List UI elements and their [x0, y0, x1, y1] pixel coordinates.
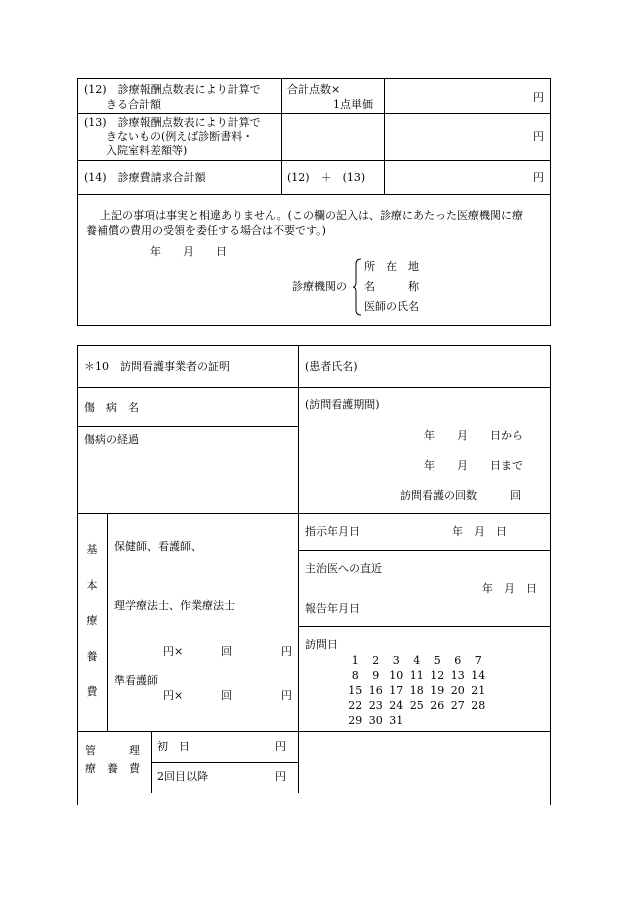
row12-calc-line1: 合計点数× [287, 83, 341, 96]
assistant-nurse-label: 準看護師 [114, 674, 158, 687]
period-to: 年 月 日まで [424, 459, 523, 472]
calendar-day: 15 [348, 684, 363, 697]
patient-name-label: (患者氏名) [305, 360, 358, 373]
calendar-day: 3 [392, 654, 400, 667]
mgmt-fee-label-line1: 管 理 [85, 744, 140, 757]
row14-yen: 円 [533, 171, 544, 184]
calendar-day: 9 [372, 669, 380, 682]
brace-icon [352, 258, 362, 316]
nursing-table [77, 345, 551, 805]
calendar-day: 16 [368, 684, 383, 697]
staff-line2: 理学療法士、作業療法士 [114, 599, 235, 612]
calendar-day: 25 [409, 699, 424, 712]
fee2-yen-times: 円× [163, 689, 184, 702]
first-day-label: 初 日 [157, 740, 190, 753]
certification-line2: 養補償の費用の受領を委任する場合は不要です。) [86, 224, 326, 237]
calendar-day: 18 [409, 684, 424, 697]
first-day-yen: 円 [275, 740, 286, 753]
visit-count: 訪問看護の回数 回 [400, 489, 521, 502]
calendar-day: 30 [368, 714, 383, 727]
institution-prefix: 診療機関の [292, 280, 347, 293]
calendar-day: 29 [348, 714, 363, 727]
calendar-day: 1 [351, 654, 359, 667]
calendar-day: 14 [471, 669, 486, 682]
fee1-times: 回 [221, 645, 232, 658]
row-divider [298, 626, 551, 627]
row-divider [77, 387, 551, 388]
row-divider [77, 426, 298, 427]
second-onward-label: 2回目以降 [157, 770, 208, 783]
row13-yen: 円 [533, 130, 544, 143]
basic-fee-char: 本 [86, 579, 98, 592]
calendar-week [345, 684, 489, 697]
period-label: (訪問看護期間) [305, 398, 380, 411]
doctor-name-label: 医師の氏名 [364, 300, 419, 313]
row12-yen: 円 [533, 91, 544, 104]
fee2-times: 回 [221, 689, 232, 702]
calendar-day: 10 [389, 669, 404, 682]
certification-line1: 上記の事項は事実と相違ありません。(この欄の記入は、診療にあたった医療機関に療 [100, 209, 523, 222]
row-divider [77, 731, 551, 732]
calendar-day: 8 [351, 669, 359, 682]
calendar-day: 31 [389, 714, 404, 727]
disease-name-label: 傷 病 名 [84, 401, 139, 414]
row12-label-line2: きる合計額 [106, 98, 161, 111]
claim-table-divider-2 [384, 78, 385, 194]
calendar-day: 22 [348, 699, 363, 712]
instruction-date-label: 指示年月日 [305, 525, 360, 538]
row12-calc-line2: 1点単価 [333, 98, 373, 111]
calendar-day: 4 [413, 654, 421, 667]
row14-label: (14) 診療費請求合計額 [84, 171, 206, 184]
claim-table-divider-1 [281, 78, 282, 194]
basic-fee-char: 費 [86, 685, 98, 698]
calendar-day: 17 [389, 684, 404, 697]
calendar-day: 2 [372, 654, 380, 667]
institution-name-label: 名 称 [364, 280, 419, 293]
calendar-day: 19 [430, 684, 445, 697]
row13-label-line3: 入院室料差額等) [106, 144, 188, 157]
report-to-doctor-label: 主治医への直近 [305, 562, 382, 575]
row-divider [77, 513, 551, 514]
row13-label-line2: きないもの(例えば診断書料・ [106, 130, 254, 143]
period-from: 年 月 日から [424, 429, 523, 442]
calendar-day: 12 [430, 669, 445, 682]
calendar-day: 26 [430, 699, 445, 712]
calendar-day: 11 [409, 669, 424, 682]
basic-fee-char: 養 [86, 650, 98, 663]
basic-fee-char: 療 [86, 614, 98, 627]
fee1-yen-times: 円× [163, 645, 184, 658]
calendar-week [345, 714, 407, 727]
calendar-day: 21 [471, 684, 486, 697]
row13-label-line1: (13) 診療報酬点数表により計算で [84, 116, 261, 129]
calendar-week [345, 669, 489, 682]
calendar-day: 13 [450, 669, 465, 682]
report-date-label: 報告年月日 [305, 602, 360, 615]
second-onward-yen: 円 [275, 770, 286, 783]
instruction-date: 年 月 日 [452, 525, 507, 538]
certification-date: 年 月 日 [150, 245, 227, 258]
basic-fee-char: 基 [86, 543, 98, 556]
calendar-day: 7 [474, 654, 482, 667]
calendar-day: 5 [433, 654, 441, 667]
row-divider [298, 550, 551, 551]
calendar-day: 27 [450, 699, 465, 712]
row-divider [151, 762, 298, 763]
address-label: 所 在 地 [364, 260, 419, 273]
mgmt-fee-label-line2: 療 養 費 [85, 762, 140, 775]
nursing-title: ＊10 訪問看護事業者の証明 [84, 360, 230, 373]
staff-line1: 保健師、看護師、 [114, 540, 202, 553]
report-to-doctor-date: 年 月 日 [482, 582, 537, 595]
calendar-day: 6 [454, 654, 462, 667]
calendar-day: 20 [450, 684, 465, 697]
calendar-week [345, 699, 489, 712]
nursing-center-divider [298, 345, 299, 793]
calendar-day: 28 [471, 699, 486, 712]
fee1-yen: 円 [281, 645, 292, 658]
calendar-day: 23 [368, 699, 383, 712]
row12-label-line1: (12) 診療報酬点数表により計算で [84, 83, 261, 96]
row-divider [77, 160, 551, 161]
fee2-yen: 円 [281, 689, 292, 702]
disease-course-label: 傷病の経過 [84, 433, 139, 446]
basic-fee-divider [107, 513, 108, 731]
calendar-day: 24 [389, 699, 404, 712]
row14-calc: (12) ＋ (13) [287, 171, 366, 184]
calendar-week [345, 654, 489, 667]
row-divider [77, 194, 551, 195]
row-divider [77, 113, 551, 114]
visit-days-label: 訪問日 [305, 638, 338, 651]
